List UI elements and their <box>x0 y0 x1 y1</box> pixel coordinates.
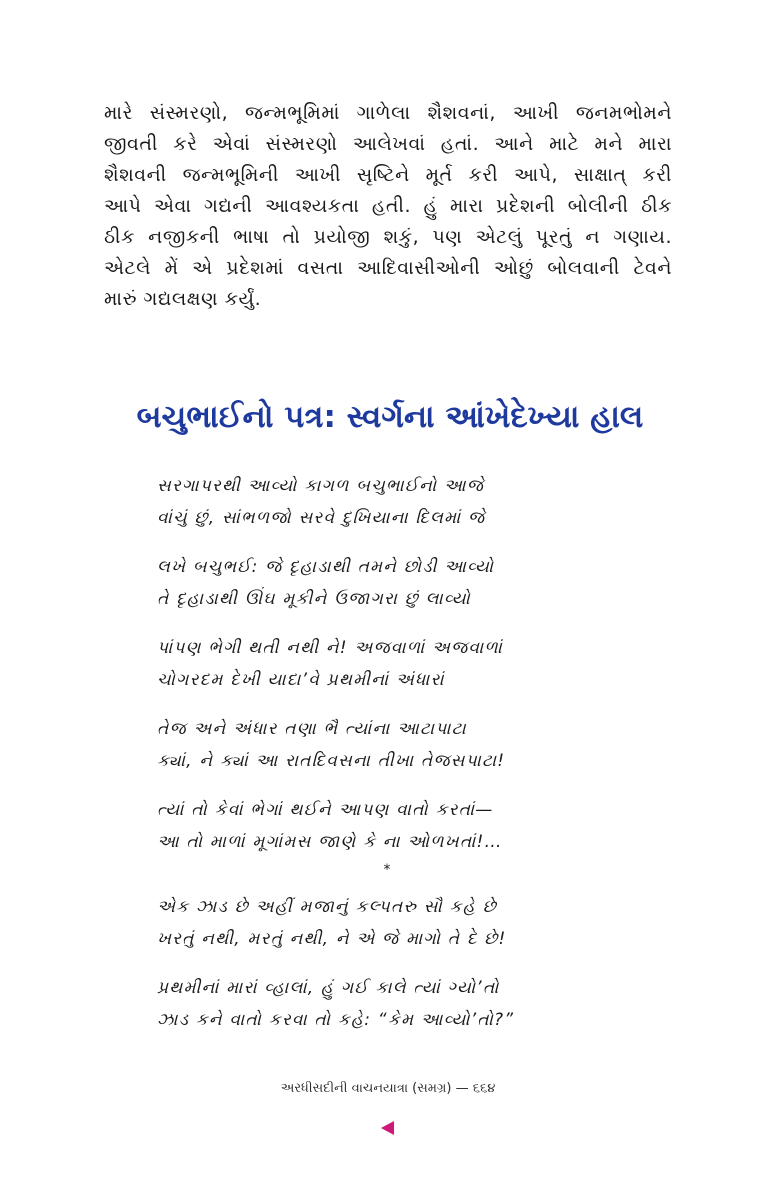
verse-line: લખે બચુભઈ: જે દૃહાડાથી તમને છોડી આવ્યો <box>157 557 495 577</box>
stanza <box>157 891 597 955</box>
verse-line: તે દૃહાડાથી ઊંઘ મૂકીને ઉજાગરા છું લાવ્યો <box>157 589 471 609</box>
prose-line: એટલે મેં એ પ્રદેશમાં વસતા આદિવાસીઓની ઓછું બોલવાની ટેવને <box>104 257 672 279</box>
verse-line: ચોગરદમ દેખી યાદા’વે પ્રથમીનાં અંધારાં <box>157 670 445 690</box>
verse-line: એક ઝાડ છે અહીં મજાનું કલ્પતરુ સૌ કહે છે <box>157 897 497 917</box>
stanza <box>157 972 597 1036</box>
verse-line: ત્યાં તો કેવાં ભેગાં થઈને આપણ વાતો કરતાં— <box>157 800 494 820</box>
verse-line: ખરતું નથી, મરતું નથી, ને એ જે માગો તે દે છે! <box>157 929 507 949</box>
verse-line: વાંચું છું, સાંભળજો સરવે દુખિયાના દિલમાં જે <box>157 508 486 528</box>
poem <box>157 470 597 1053</box>
prose-paragraph <box>104 98 672 315</box>
stanza <box>157 551 597 615</box>
verse-line: પ્રથમીનાં મારાં વ્હાલાં, હું ગઈ કાલે ત્યાં ગ્યો’તો <box>157 978 500 998</box>
verse-line: તેજ અને અંધાર તણા ભૈ ત્યાંના આટાપાટા <box>157 719 467 739</box>
verse-line: પાંપણ ભેગી થતી નથી ને! અજવાળાં અજવાળાં <box>157 638 503 658</box>
verse-line: આ તો માળાં મૂગાંમસ જાણે કે ના ઓળખતાં!… <box>157 832 503 852</box>
prose-line: મારું ગદ્યલક્ષણ કર્યું. <box>104 288 262 310</box>
triangle-left-icon[interactable] <box>381 1121 394 1135</box>
poem-title: બચુભાઈનો પત્ર: સ્વર્ગના આંખેદેખ્યા હાલ <box>136 399 644 435</box>
section-separator: * <box>383 862 391 878</box>
stanza <box>157 470 597 534</box>
verse-line: ઝાડ કને વાતો કરવા તો કહે: “કેમ આવ્યો’તો?” <box>157 1010 515 1030</box>
prose-line: આપે એવા ગદ્યની આવશ્યકતા હતી. હું મારા પ્રદેશની બોલીની ઠીક <box>104 195 672 217</box>
prose-line: શૈશવની જન્મભૂમિની આખી સૃષ્ટિને મૂર્ત કરી આપે, સાક્ષાત્ કરી <box>104 164 672 186</box>
prose-line: જીવતી કરે એવાં સંસ્મરણો આલેખવાં હતાં. આને માટે મને મારા <box>104 133 672 155</box>
stanza <box>157 713 597 777</box>
verse-line: ક્યાં, ને ક્યાં આ રાતદિવસના તીખા તેજસપાટા! <box>157 751 506 771</box>
prose-line: મારે સંસ્મરણો, જન્મભૂમિમાં ગાળેલા શૈશવનાં, આખી જનમભોમને <box>104 102 672 124</box>
page-footer: અરધીસદીની વાચનયાત્રા (સમગ્ર) — ૬૬૪ <box>280 1081 496 1096</box>
stanza <box>157 632 597 696</box>
verse-line: સરગાપરથી આવ્યો કાગળ બચુભાઈનો આજે <box>157 476 484 496</box>
stanza <box>157 794 597 858</box>
prose-line: ઠીક નજીકની ભાષા તો પ્રયોજી શકું, પણ એટલું પૂરતું ન ગણાય. <box>104 226 672 248</box>
